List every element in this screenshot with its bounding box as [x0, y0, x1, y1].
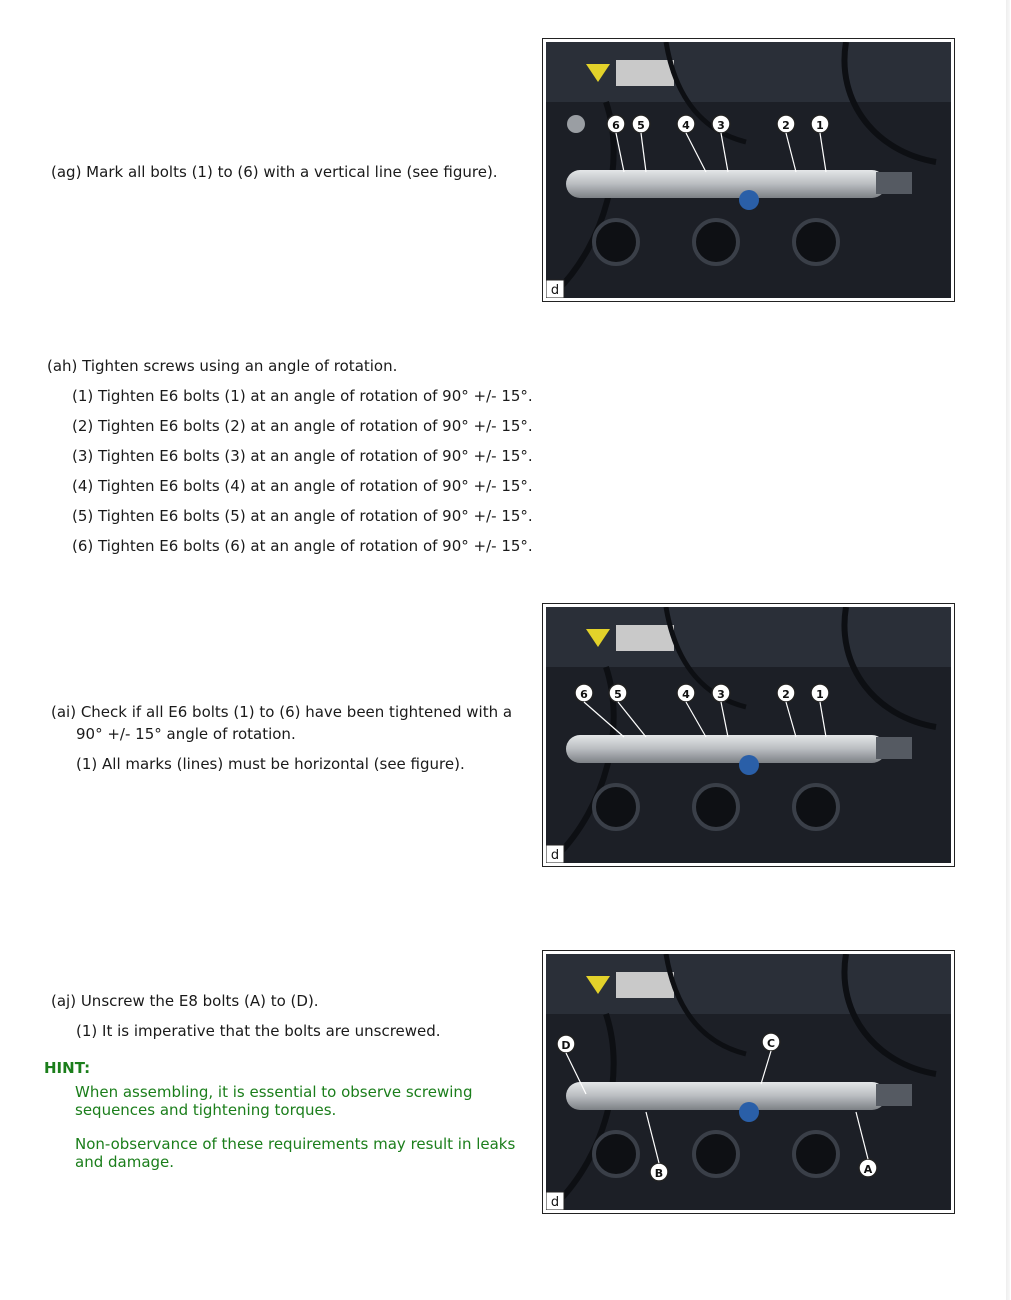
- figure-3-engine-photo: [542, 950, 955, 1214]
- svg-text:6: 6: [612, 119, 620, 132]
- svg-text:3: 3: [717, 119, 725, 132]
- sticker-label: [616, 972, 674, 998]
- svg-text:B: B: [654, 1167, 664, 1180]
- step-ah-title: (ah) Tighten screws using an angle of rotation.: [47, 357, 398, 375]
- step-aj-text: (aj) Unscrew the E8 bolts (A) to (D).: [51, 992, 319, 1010]
- figure-2-engine-photo: [542, 603, 955, 867]
- step-ah-item-5: (5) Tighten E6 bolts (5) at an angle of rotation of 90° +/- 15°.: [72, 507, 533, 525]
- svg-text:5: 5: [614, 688, 622, 701]
- sticker-label: [616, 625, 674, 651]
- step-ai-sub: (1) All marks (lines) must be horizontal (see figure).: [76, 755, 465, 773]
- hint-paragraph-1-line-2: sequences and tightening torques.: [75, 1101, 337, 1119]
- svg-text:2: 2: [782, 688, 790, 701]
- fuel-rail: [566, 170, 886, 198]
- engine-photo-3: [546, 954, 951, 1210]
- hint-paragraph-2-line-1: Non-observance of these requirements may result in leaks: [75, 1135, 516, 1153]
- figure-1-corner-label: d: [550, 283, 560, 298]
- blue-cap: [739, 190, 759, 210]
- svg-text:1: 1: [816, 688, 824, 701]
- blue-cap: [739, 1102, 759, 1122]
- svg-text:A: A: [863, 1163, 873, 1176]
- svg-text:C: C: [766, 1037, 776, 1050]
- svg-text:6: 6: [580, 688, 588, 701]
- step-ah-item-6: (6) Tighten E6 bolts (6) at an angle of rotation of 90° +/- 15°.: [72, 537, 533, 555]
- svg-text:2: 2: [782, 119, 790, 132]
- engine-photo-1: [546, 42, 951, 298]
- svg-text:3: 3: [717, 688, 725, 701]
- page-edge: [1006, 0, 1010, 1300]
- svg-text:4: 4: [682, 688, 690, 701]
- step-ah-item-2: (2) Tighten E6 bolts (2) at an angle of rotation of 90° +/- 15°.: [72, 417, 533, 435]
- step-ah-item-4: (4) Tighten E6 bolts (4) at an angle of rotation of 90° +/- 15°.: [72, 477, 533, 495]
- sticker-label: [616, 60, 674, 86]
- hint-title: HINT:: [44, 1059, 91, 1077]
- step-ai-line-1: (ai) Check if all E6 bolts (1) to (6) have been tightened with a: [51, 703, 513, 721]
- svg-text:4: 4: [682, 119, 690, 132]
- step-aj-sub: (1) It is imperative that the bolts are unscrewed.: [76, 1022, 441, 1040]
- step-ag-text: (ag) Mark all bolts (1) to (6) with a vertical line (see figure).: [51, 163, 498, 181]
- step-ai-line-2: 90° +/- 15° angle of rotation.: [76, 725, 296, 743]
- engine-photo-2: [546, 607, 951, 863]
- step-ah-item-3: (3) Tighten E6 bolts (3) at an angle of rotation of 90° +/- 15°.: [72, 447, 533, 465]
- fuel-rail: [566, 735, 886, 763]
- figure-1-engine-photo: [542, 38, 955, 302]
- svg-text:1: 1: [816, 119, 824, 132]
- svg-text:5: 5: [637, 119, 645, 132]
- step-ah-item-1: (1) Tighten E6 bolts (1) at an angle of rotation of 90° +/- 15°.: [72, 387, 533, 405]
- blue-cap: [739, 755, 759, 775]
- figure-2-corner-label: d: [550, 848, 560, 863]
- fuel-rail: [566, 1082, 886, 1110]
- figure-3-corner-label: d: [550, 1195, 560, 1210]
- hint-paragraph-2-line-2: and damage.: [75, 1153, 175, 1171]
- svg-text:D: D: [561, 1039, 571, 1052]
- hint-paragraph-1-line-1: When assembling, it is essential to observe screwing: [75, 1083, 473, 1101]
